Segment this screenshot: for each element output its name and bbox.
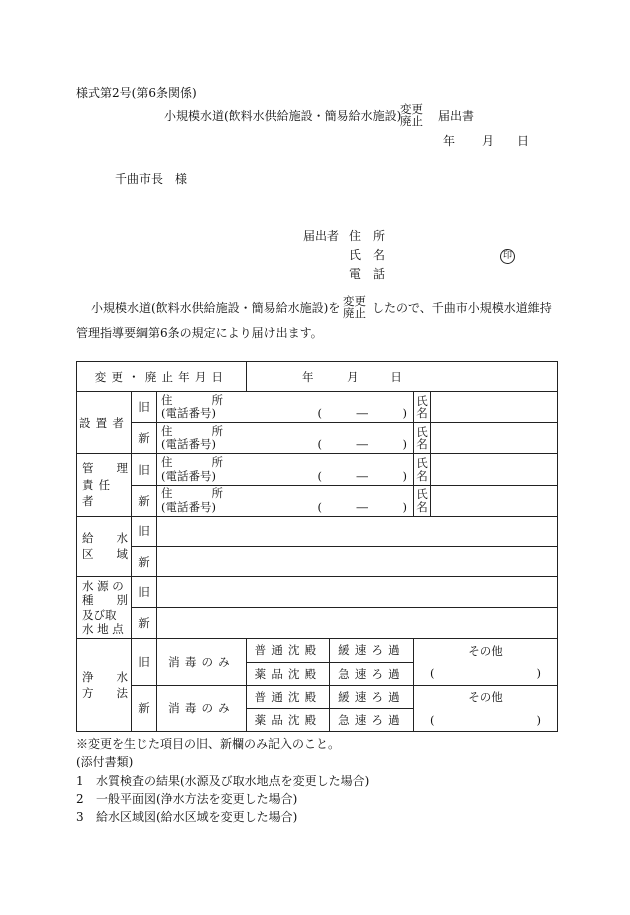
supply-area-label: 給 水 区 域 (77, 516, 132, 576)
phone-label: (電話番号) (161, 437, 216, 452)
addr-label-1: 住 (161, 393, 173, 408)
attachment-item-3-num: 3 (76, 810, 84, 824)
header-date-month: 月 (482, 134, 495, 148)
purify-old-other-label[interactable]: その他 (414, 639, 558, 662)
addr-label-1: 住 (161, 455, 173, 470)
phone-format: ( ― ) (317, 468, 408, 483)
attachment-item-1-text: 水質検査の結果(水源及び取水地点を変更した場合) (96, 774, 370, 788)
change-date-label: 変更・廃止年月日 (77, 362, 247, 392)
manager-old-name-label: 氏 名 (414, 454, 431, 485)
manager-new-address[interactable] (157, 485, 414, 516)
manager-new-name-value[interactable] (431, 485, 558, 516)
body-line1-post: したので、千曲市小規模水道維持 (372, 301, 552, 315)
purify-new-other-label[interactable]: その他 (414, 685, 558, 708)
source-old-label: 旧 (132, 577, 157, 608)
manager-old-name-value[interactable] (431, 454, 558, 485)
addr-label-2: 所 (211, 486, 223, 501)
manager-label (77, 454, 132, 516)
addr-label-2: 所 (211, 455, 223, 470)
form-number: 様式第2号(第6条関係) (76, 86, 197, 100)
installer-label: 設置者 (77, 392, 132, 454)
body-line2: 管理指導要綱第6条の規定により届け出ます。 (76, 326, 323, 340)
purify-new-fast-filter[interactable]: 急速ろ過 (330, 708, 414, 731)
source-new-label: 新 (132, 608, 157, 639)
attachment-item-2-text: 一般平面図(浄水方法を変更した場合) (96, 792, 298, 806)
manager-label-1: 管 理 (82, 461, 128, 476)
body-option-change: 変更 (343, 294, 366, 308)
addr-label-1: 住 (161, 424, 173, 439)
change-date-day: 日 (390, 369, 402, 384)
manager-new-label: 新 (132, 485, 157, 516)
purify-old-normal-sed[interactable]: 普通沈殿 (247, 639, 330, 662)
manager-new-name-label: 氏 名 (414, 485, 431, 516)
addr-label-2: 所 (211, 424, 223, 439)
phone-format: ( ― ) (317, 499, 408, 514)
purify-new-label: 新 (132, 685, 157, 731)
applicant-phone-label: 電 話 (349, 267, 386, 281)
applicant-label: 届出者 (303, 229, 340, 243)
applicant-name-label: 氏 名 (349, 248, 386, 262)
purify-old-label: 旧 (132, 639, 157, 685)
source-new-value[interactable] (157, 608, 558, 639)
notification-table (76, 361, 558, 732)
phone-format: ( ― ) (317, 406, 408, 421)
phone-label: (電話番号) (161, 468, 216, 483)
header-date-year: 年 (443, 134, 456, 148)
purify-new-other-value[interactable]: ( ) (414, 708, 558, 731)
installer-old-name-value[interactable] (431, 392, 558, 423)
installer-old-name-label: 氏 名 (414, 392, 431, 423)
supply-old-label: 旧 (132, 516, 157, 546)
title-option-abolish: 廃止 (400, 114, 423, 129)
attachment-item-3-text: 給水区域図(給水区域を変更した場合) (96, 810, 298, 824)
phone-label: (電話番号) (161, 406, 216, 421)
installer-new-name-value[interactable] (431, 423, 558, 454)
seal-mark (500, 248, 515, 264)
seal-icon: 印 (500, 249, 515, 264)
manager-old-label: 旧 (132, 454, 157, 485)
source-old-value[interactable] (157, 577, 558, 608)
title-option-change: 変更 (400, 102, 423, 116)
attachment-item-1-num: 1 (76, 774, 84, 788)
addr-label-1: 住 (161, 486, 173, 501)
supply-old-value[interactable] (157, 516, 558, 546)
purify-old-fast-filter[interactable]: 急速ろ過 (330, 662, 414, 685)
form-title-suffix: 届出書 (438, 109, 475, 123)
installer-new-label: 新 (132, 423, 157, 454)
addr-label-2: 所 (211, 393, 223, 408)
phone-format: ( ― ) (317, 437, 408, 452)
phone-label: (電話番号) (161, 499, 216, 514)
addressee: 千曲市長 様 (115, 172, 188, 186)
supply-new-value[interactable] (157, 546, 558, 576)
installer-old-label: 旧 (132, 392, 157, 423)
installer-new-name-label: 氏 名 (414, 423, 431, 454)
attachment-item-2-num: 2 (76, 792, 84, 806)
installer-old-address[interactable] (157, 392, 414, 423)
form-title: 小規模水道(飲料水供給施設・簡易給水施設) (164, 109, 402, 123)
body-option-stack (343, 295, 366, 319)
note-text: ※変更を生じた項目の旧、新欄のみ記入のこと。 (76, 737, 341, 751)
applicant-address-label: 住 所 (349, 229, 386, 243)
purify-old-disinfect[interactable]: 消毒のみ (157, 639, 247, 685)
purify-new-disinfect[interactable]: 消毒のみ (157, 685, 247, 731)
change-date-value[interactable] (247, 362, 558, 392)
attachments-title: (添付書類) (76, 755, 134, 769)
manager-old-address[interactable] (157, 454, 414, 485)
purify-new-chem-sed[interactable]: 薬品沈殿 (247, 708, 330, 731)
purify-old-chem-sed[interactable]: 薬品沈殿 (247, 662, 330, 685)
body-line1-pre: 小規模水道(飲料水供給施設・簡易給水施設)を (91, 301, 341, 315)
installer-new-address[interactable] (157, 423, 414, 454)
title-option-stack (400, 103, 423, 127)
purify-old-slow-filter[interactable]: 緩速ろ過 (330, 639, 414, 662)
purify-new-normal-sed[interactable]: 普通沈殿 (247, 685, 330, 708)
water-source-label: 水 源 の 種 別 及び取 水 地 点 (77, 577, 132, 639)
change-date-month: 月 (347, 369, 359, 384)
purify-new-slow-filter[interactable]: 緩速ろ過 (330, 685, 414, 708)
purify-old-other-value[interactable]: ( ) (414, 662, 558, 685)
change-date-year: 年 (302, 369, 314, 384)
manager-label-2: 責任者 (82, 477, 116, 509)
purification-label: 浄 水 方 法 (77, 639, 132, 732)
header-date-day: 日 (517, 134, 530, 148)
supply-new-label: 新 (132, 546, 157, 576)
body-option-abolish: 廃止 (343, 306, 366, 321)
